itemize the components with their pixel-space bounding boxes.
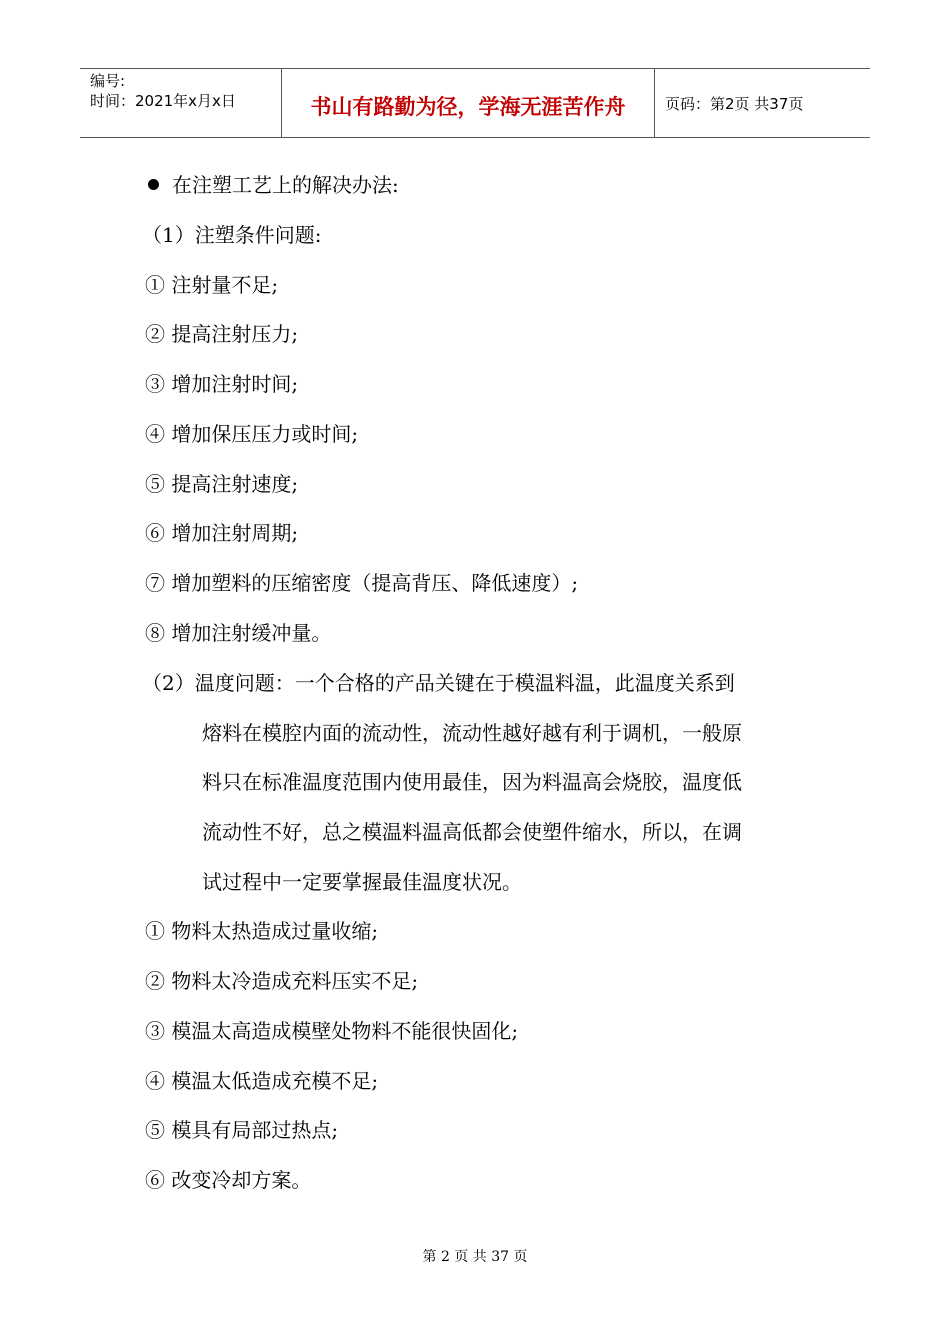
header-motto-cell bbox=[281, 69, 655, 137]
list-item: ⑤ 模具有局部过热点; bbox=[145, 1118, 339, 1142]
section2-paragraph-line: 熔料在模腔内面的流动性，流动性越好越有利于调机，一般原 bbox=[202, 721, 742, 745]
header-page-cell bbox=[655, 69, 870, 137]
list-item: ① 注射量不足; bbox=[145, 273, 279, 297]
header-meta-cell bbox=[80, 69, 280, 137]
list-item: ① 物料太热造成过量收缩; bbox=[145, 919, 379, 943]
section1-title: （1）注塑条件问题: bbox=[142, 223, 322, 247]
bullet-icon bbox=[148, 179, 159, 190]
list-item: ⑥ 增加注射周期; bbox=[145, 521, 299, 545]
list-item: ② 提高注射压力; bbox=[145, 322, 299, 346]
number-label: 编号: bbox=[90, 72, 126, 90]
list-item: ③ 增加注射时间; bbox=[145, 372, 299, 396]
section2-paragraph-line: 料只在标准温度范围内使用最佳，因为料温高会烧胶，温度低 bbox=[202, 770, 742, 794]
list-item: ③ 模温太高造成模壁处物料不能很快固化; bbox=[145, 1019, 519, 1043]
time-label: 时间：2021年x月x日 bbox=[90, 92, 236, 110]
section2-paragraph-line: 试过程中一定要掌握最佳温度状况。 bbox=[202, 870, 522, 894]
list-item: ⑧ 增加注射缓冲量。 bbox=[145, 621, 332, 645]
list-item: ② 物料太冷造成充料压实不足; bbox=[145, 969, 419, 993]
page-footer: 第 2 页 共 37 页 bbox=[422, 1249, 528, 1265]
list-item: ⑥ 改变冷却方案。 bbox=[145, 1168, 312, 1192]
section2-paragraph-line: （2）温度问题：一个合格的产品关键在于模温料温，此温度关系到 bbox=[142, 671, 735, 695]
page-header bbox=[80, 68, 870, 138]
list-item: ⑦ 增加塑料的压缩密度（提高背压、降低速度）; bbox=[145, 571, 579, 595]
page-info: 页码：第2页 共37页 bbox=[665, 95, 804, 113]
list-item: ④ 增加保压压力或时间; bbox=[145, 422, 359, 446]
list-item: ④ 模温太低造成充模不足; bbox=[145, 1069, 379, 1093]
list-item: ⑤ 提高注射速度; bbox=[145, 472, 299, 496]
motto-text: 书山有路勤为径，学海无涯苦作舟 bbox=[310, 94, 626, 119]
section2-paragraph-line: 流动性不好，总之模温料温高低都会使塑件缩水，所以，在调 bbox=[202, 820, 742, 844]
section-heading: 在注塑工艺上的解决办法: bbox=[172, 173, 399, 197]
